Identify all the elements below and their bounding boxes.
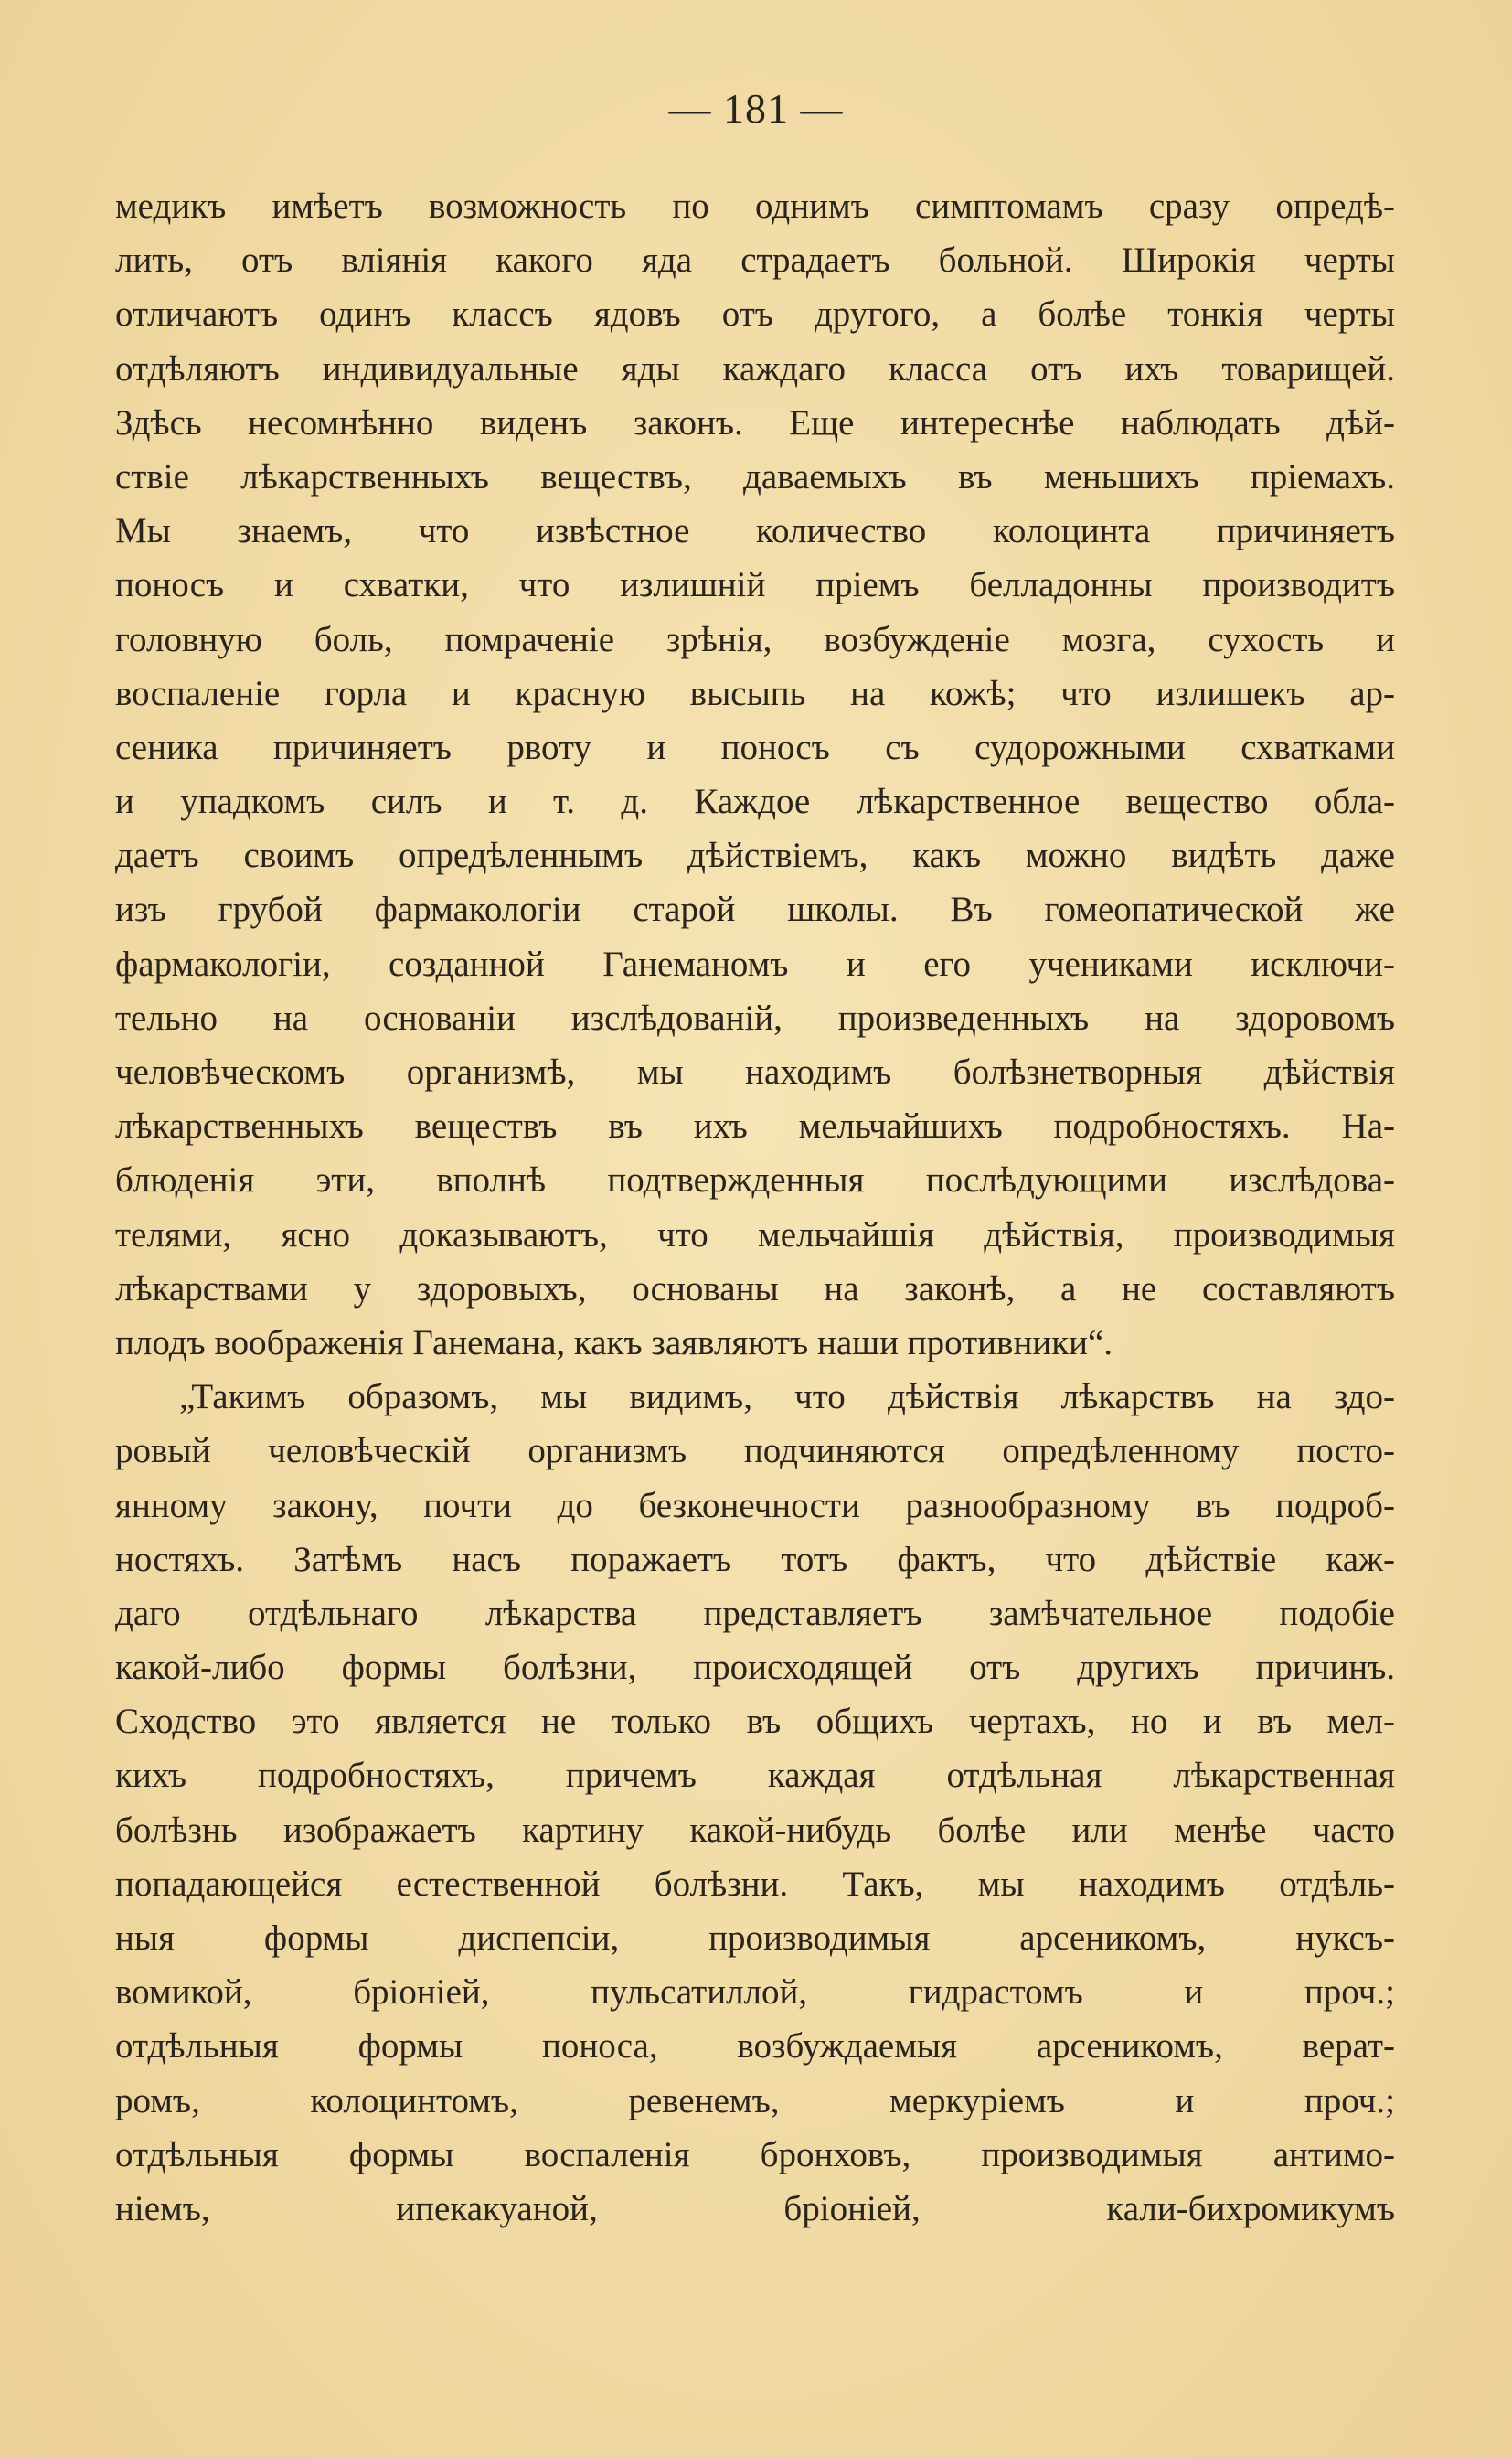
text-line: ствіе лѣкарственныхъ веществъ, даваемыхъ въ меньшихъ пріемахъ. bbox=[115, 456, 1395, 497]
text-line: янному закону, почти до безконечности разнообразному въ подроб- bbox=[115, 1485, 1395, 1525]
text-line: отличаютъ одинъ классъ ядовъ отъ другого, а болѣе тонкія черты bbox=[115, 294, 1395, 335]
text-line: Мы знаемъ, что извѣстное количество колоцинта причиняетъ bbox=[115, 511, 1395, 551]
text-line: попадающейся естественной болѣзни. Такъ, мы находимъ отдѣль- bbox=[115, 1864, 1395, 1904]
text-line: отдѣльныя формы поноса, возбуждаемыя арсеникомъ, верат- bbox=[115, 2026, 1395, 2067]
text-line: медикъ имѣетъ возможность по однимъ симптомамъ сразу опредѣ- bbox=[115, 187, 1395, 226]
text-line: ромъ, колоцинтомъ, ревенемъ, меркуріемъ и проч.; bbox=[115, 2080, 1395, 2120]
text-line: даго отдѣльнаго лѣкарства представляетъ замѣчательное подобіе bbox=[115, 1593, 1395, 1633]
text-line: даетъ своимъ опредѣленнымъ дѣйствіемъ, какъ можно видѣть даже bbox=[115, 836, 1395, 876]
text-line: отдѣляютъ индивидуальные яды каждаго класса отъ ихъ товарищей. bbox=[115, 348, 1395, 389]
text-line: изъ грубой фармакологіи старой школы. Въ гомеопатической же bbox=[115, 890, 1395, 930]
text-line: болѣзнь изображаетъ картину какой-нибудь болѣе или менѣе часто bbox=[115, 1810, 1395, 1850]
text-line: фармакологіи, созданной Ганеманомъ и его учениками исключи- bbox=[115, 944, 1395, 984]
text-line: тельно на основаніи изслѣдованій, произведенныхъ на здоровомъ bbox=[115, 998, 1395, 1038]
text-line: воспаленіе горла и красную высыпь на кожѣ; что излишекъ ар- bbox=[115, 673, 1395, 713]
text-line: поносъ и схватки, что излишній пріемъ белладонны производитъ bbox=[115, 565, 1395, 605]
text-line: Сходство это является не только въ общихъ чертахъ, но и въ мел- bbox=[115, 1702, 1395, 1742]
body-text bbox=[115, 179, 1395, 2236]
text-line: сеника причиняетъ рвоту и поносъ съ судорожными схватками bbox=[115, 727, 1395, 767]
page-number: — 181 — bbox=[668, 85, 844, 132]
text-line: человѣческомъ организмѣ, мы находимъ болѣзнетворныя дѣйствія bbox=[115, 1052, 1395, 1092]
text-line: блюденія эти, вполнѣ подтвержденныя послѣдующими изслѣдова- bbox=[115, 1160, 1395, 1201]
text-line: телями, ясно доказываютъ, что мельчайшія дѣйствія, производимыя bbox=[115, 1214, 1395, 1255]
text-line: ровый человѣческій организмъ подчиняются опредѣленному посто- bbox=[115, 1431, 1395, 1471]
text-line: лѣкарственныхъ веществъ въ ихъ мельчайшихъ подробностяхъ. На- bbox=[115, 1106, 1395, 1147]
text-line: и упадкомъ силъ и т. д. Каждое лѣкарственное вещество обла- bbox=[115, 782, 1395, 822]
text-line: вомикой, бріоніей, пульсатиллой, гидрастомъ и проч.; bbox=[115, 1972, 1395, 2013]
text-line: плодъ воображенія Ганемана, какъ заявляютъ наши противники“. bbox=[115, 1322, 1113, 1362]
text-line: „Такимъ образомъ, мы видимъ, что дѣйствія лѣкарствъ на здо- bbox=[179, 1377, 1395, 1417]
text-line: ныя формы диспепсіи, производимыя арсеникомъ, нуксъ- bbox=[115, 1918, 1395, 1958]
text-line: ніемъ, ипекакуаной, бріоніей, кали-бихромикумъ bbox=[115, 2188, 1395, 2228]
text-line: лить, отъ вліянія какого яда страдаетъ больной. Широкія черты bbox=[115, 240, 1395, 281]
text-line: отдѣльныя формы воспаленія бронховъ, производимыя антимо- bbox=[115, 2134, 1395, 2174]
text-line: какой-либо формы болѣзни, происходящей отъ другихъ причинъ. bbox=[115, 1648, 1395, 1688]
text-line: кихъ подробностяхъ, причемъ каждая отдѣльная лѣкарственная bbox=[115, 1756, 1395, 1796]
text-line: головную боль, помраченіе зрѣнія, возбужденіе мозга, сухость и bbox=[115, 619, 1395, 659]
text-line: ностяхъ. Затѣмъ насъ поражаетъ тотъ фактъ, что дѣйствіе каж- bbox=[115, 1539, 1395, 1579]
text-line: лѣкарствами у здоровыхъ, основаны на законѣ, а не составляютъ bbox=[115, 1268, 1395, 1309]
text-line: Здѣсь несомнѣнно виденъ законъ. Еще интереснѣе наблюдать дѣй- bbox=[115, 402, 1395, 443]
